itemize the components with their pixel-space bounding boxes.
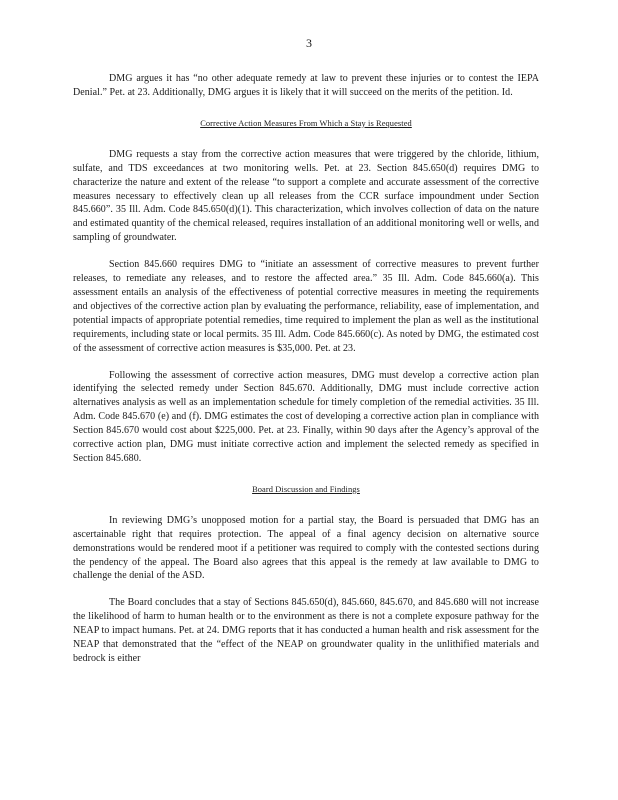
paragraph-board-conclusion: The Board concludes that a stay of Sections 845.650(d), 845.660, 845.670, and 845.680 will not increase the likelihood of harm to human health or to the environment as there is not a complete exposure pathway for the NEAP to impact humans. Pet. at 24. DMG reports that it has conducted a human health and risk assessment for the NEAP that demonstrated that the “effect of the NEAP on groundwater quality in the unlithified materials and bedrock is either <box>73 597 539 664</box>
paragraph-stay-request: DMG requests a stay from the corrective action measures that were triggered by the chloride, lithium, sulfate, and TDS exceedances at two monitoring wells. Pet. at 23. Section 845.650(d) requires DMG to characterize the nature and extent of the release “to support a complete and accurate assessment of the corrective measures necessary to effectively clean up all releases from the CCR surface impoundment under Section 845.660”. 35 Ill. Adm. Code 845.650(d)(1). This characterization, which involves collection of data on the nature and estimated quantity of the chemical released, requires installation of an additional monitoring well or wells, and sampling of groundwater. <box>73 148 539 244</box>
section-heading-corrective-action <box>73 113 539 131</box>
section-heading-board-discussion <box>73 479 539 497</box>
paragraph-corrective-action-plan: Following the assessment of corrective action measures, DMG must develop a corrective action plan identifying the selected remedy under Section 845.670. Additionally, DMG must include corrective action alternatives analysis as well as an implementation schedule for timely completion of the remedial activities. 35 Ill. Adm. Code 845.670 (e) and (f). DMG estimates the cost of developing a corrective action plan in compliance with Section 845.670 would cost about $225,000. Pet. at 23. Finally, within 90 days after the Agency’s approval of the corrective action plan, DMG must initiate corrective action and implement the selected remedy as specified in Section 845.680. <box>73 369 539 464</box>
page-number: 3 <box>306 36 312 50</box>
section-heading-corrective-action-text: Corrective Action Measures From Which a Stay is Requested <box>200 118 412 128</box>
paragraph-board-review: In reviewing DMG’s unopposed motion for a partial stay, the Board is persuaded that DMG has an ascertainable right that requires protection. The appeal of a final agency decision on alternative source demonstrations would be rendered moot if a petitioner was required to comply with the contested sections during the pendency of the appeal. The Board also agrees that this appeal is the remedy at law available to DMG to challenge the denial of the ASD. <box>73 514 539 582</box>
document-body <box>73 72 539 679</box>
section-heading-board-discussion-text: Board Discussion and Findings <box>252 484 360 494</box>
paragraph-no-adequate-remedy: DMG argues it has “no other adequate remedy at law to prevent these injuries or to contest the IEPA Denial.” Pet. at 23. Additionally, DMG argues it is likely that it will succeed on the merits of the petition. Id. <box>73 73 539 98</box>
paragraph-section-845-660: Section 845.660 requires DMG to “initiate an assessment of corrective measures to prevent further releases, to remediate any releases, and to restore the affected area.” 35 Ill. Adm. Code 845.660(a). This assessment entails an analysis of the effectiveness of potential corrective measures in meeting the requirements and objectives of the corrective action plan by evaluating the performance, reliability, ease of implementation, and potential impacts of appropriate potential remedies, time required to implement the plan as well as the institutional requirements, including state or local permits. 35 Ill. Adm. Code 845.660(c). As noted by DMG, the estimated cost of the assessment of corrective action measures is $35,000. Pet. at 23. <box>73 259 539 354</box>
